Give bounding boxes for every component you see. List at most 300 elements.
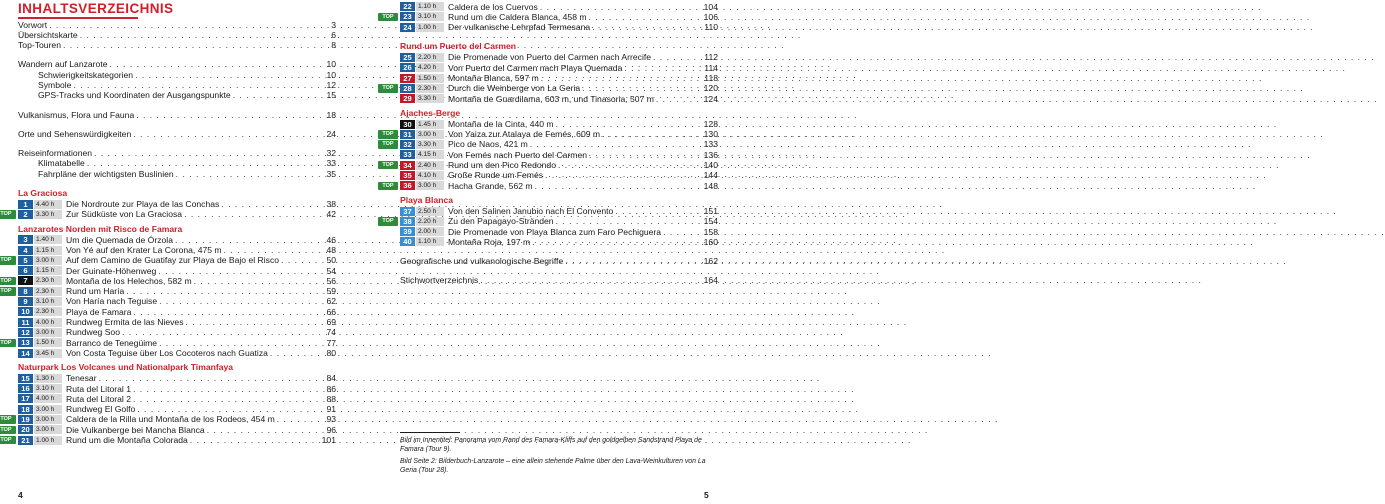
tour-page: 62: [326, 296, 336, 307]
tour-row-1[interactable]: [18, 199, 336, 209]
entry-page: 24: [326, 128, 336, 139]
leader-dots: [194, 276, 325, 286]
tour-page: 144: [703, 170, 718, 181]
leader-dots: [224, 245, 325, 255]
tour-title: Rund um den Pico Redondo: [448, 160, 556, 171]
tour-title: Ruta del Litoral 2: [66, 393, 131, 404]
tour-row-22[interactable]: [382, 2, 718, 12]
section-heading: Ajaches-Berge: [400, 107, 461, 118]
leader-dots: [133, 307, 324, 317]
tour-number-badge: 11: [18, 318, 33, 327]
tour-title: Montaña de los Helechos, 582 m: [66, 275, 192, 286]
leader-dots: [624, 63, 702, 73]
tour-title: Von Costa Teguise über Los Cocoteros nach Guatiza: [66, 347, 268, 358]
entry-label: Orte und Sehenswürdigkeiten: [18, 128, 132, 139]
top-badge: TOP: [378, 84, 398, 93]
toc-subentry[interactable]: [18, 158, 336, 168]
tour-title: Zu den Papagayo-Stränden: [448, 216, 554, 227]
tour-row-8[interactable]: [0, 286, 336, 297]
tour-page: 48: [326, 244, 336, 255]
tour-title: Pico de Naos, 421 m: [448, 139, 528, 150]
tour-row-37[interactable]: [382, 206, 718, 216]
tour-title: Montaña Blanca, 597 m: [448, 72, 539, 83]
tour-page: 80: [326, 347, 336, 358]
entry-page: 15: [326, 90, 336, 101]
entry-page: 10: [326, 69, 336, 80]
tour-duration: 3.00 h: [34, 256, 62, 265]
tour-number-badge: 15: [18, 374, 33, 383]
leader-dots: [589, 150, 702, 160]
tour-number-badge: 5: [18, 256, 33, 265]
top-badge: TOP: [378, 182, 398, 191]
tour-row-34[interactable]: [382, 160, 718, 170]
leader-dots: [592, 22, 702, 32]
tour-number-badge: 23: [400, 12, 415, 21]
leader-dots: [159, 296, 324, 306]
leader-dots: [615, 206, 701, 216]
tour-title: Zur Südküste von La Graciosa: [66, 209, 183, 220]
tour-duration: 1.45 h: [416, 120, 444, 129]
leader-dots: [73, 80, 324, 90]
tour-number-badge: 12: [18, 328, 33, 337]
tour-duration: 3.30 h: [416, 94, 444, 103]
entry-label: Klimatabelle: [38, 158, 85, 169]
tour-title: Von Yaiza zur Atalaya de Femés, 609 m: [448, 129, 601, 140]
tour-row-35[interactable]: [382, 170, 718, 180]
section-heading: Playa Blanca: [400, 194, 454, 205]
entry-label: GPS-Tracks und Koordinaten der Ausgangspunkte: [38, 90, 231, 101]
tour-duration: 1.10 h: [416, 2, 444, 11]
leader-dots: [133, 129, 324, 139]
tour-number-badge: 36: [400, 181, 415, 190]
leader-dots: [159, 338, 324, 348]
tour-duration: 3.10 h: [416, 12, 444, 21]
tour-title: Hacha Grande, 562 m: [448, 180, 533, 191]
tour-title: Rundweg El Golfo: [66, 404, 136, 415]
tour-page: 130: [703, 129, 718, 140]
entry-label: Vulkanismus, Flora und Fauna: [18, 109, 135, 120]
tour-row-31[interactable]: [382, 129, 718, 139]
leader-dots: [530, 139, 702, 149]
tour-number-badge: 17: [18, 394, 33, 403]
tour-number-badge: 10: [18, 307, 33, 316]
leader-dots: [602, 129, 702, 139]
tour-row-6[interactable]: [18, 266, 336, 276]
tour-number-badge: 20: [18, 425, 33, 434]
top-badge: TOP: [0, 256, 16, 265]
tour-title: Playa de Famara: [66, 306, 132, 317]
tour-number-badge: 39: [400, 227, 415, 236]
tour-duration: 3.00 h: [416, 181, 444, 190]
tour-row-27[interactable]: [382, 73, 718, 83]
entry-label: Vorwort: [18, 19, 48, 30]
top-badge: TOP: [0, 277, 16, 286]
tour-duration: 3.10 h: [34, 384, 62, 393]
leader-dots: [63, 40, 329, 50]
tour-title: Der vulkanische Lehrpfad Termesana: [448, 22, 591, 33]
tour-page: 56: [326, 275, 336, 286]
tour-duration: 1.50 h: [416, 74, 444, 83]
tour-duration: 2.30 h: [416, 84, 444, 93]
tour-duration: 1.15 h: [34, 246, 62, 255]
leader-dots: [270, 348, 325, 358]
tour-row-21[interactable]: [0, 435, 336, 445]
leader-dots: [207, 425, 325, 435]
leader-dots: [556, 216, 702, 226]
tour-number-badge: 38: [400, 217, 415, 226]
tour-title: Caldera de los Cuervos: [448, 1, 538, 12]
top-badge: TOP: [378, 140, 398, 149]
tour-row-23[interactable]: [382, 12, 718, 22]
tour-duration: 3.30 h: [416, 140, 444, 149]
tour-number-badge: 3: [18, 235, 33, 244]
tour-page: 77: [326, 337, 336, 348]
entry-page: 18: [326, 109, 336, 120]
tour-title: Tenesar: [66, 373, 97, 384]
tour-title: Rund um die Montaña Colorada: [66, 435, 188, 445]
leader-dots: [126, 286, 324, 296]
top-badge: TOP: [0, 339, 16, 348]
leader-dots: [565, 256, 701, 266]
tour-duration: 3.10 h: [34, 297, 62, 306]
tour-title: Montaña de la Cinta, 440 m: [448, 118, 554, 129]
tour-duration: 4.00 h: [34, 318, 62, 327]
tour-page: 96: [326, 424, 336, 435]
tour-number-badge: 22: [400, 2, 415, 11]
tour-page: 110: [704, 22, 718, 33]
tour-page: 118: [704, 72, 718, 83]
tour-title: Die Nordroute zur Playa de las Conchas: [66, 199, 220, 210]
tour-row-16[interactable]: [18, 384, 336, 394]
tour-row-2[interactable]: [0, 209, 336, 220]
caption-2: Bild Seite 2: Bilderbuch-Lanzarote – eine allein stehende Palme über den Lava-Weinkulturen von La Geria (Tour 28).: [400, 458, 706, 475]
tour-number-badge: 27: [400, 74, 415, 83]
caption-rule: [400, 432, 460, 433]
tour-page: 46: [326, 234, 336, 245]
toc-entry[interactable]: [18, 40, 336, 50]
tour-duration: 3.00 h: [34, 405, 62, 414]
tour-number-badge: 19: [18, 415, 33, 424]
leader-dots: [190, 435, 320, 445]
tour-title: Die Promenade von Puerto del Carmen nach Arrecife: [448, 52, 652, 63]
tour-title: Von Puerto del Carmen nach Playa Quemada: [448, 62, 623, 73]
toc-subentry[interactable]: [18, 80, 336, 90]
tour-duration: 3.00 h: [34, 425, 62, 434]
leader-dots: [221, 199, 324, 209]
tour-duration: 4.40 h: [34, 200, 62, 209]
tour-title: Rund um Haría: [66, 286, 125, 297]
tour-row-28[interactable]: [382, 83, 718, 93]
entry-label: Schwierigkeitskategorien: [38, 69, 134, 80]
tour-number-badge: 26: [400, 63, 415, 72]
leader-dots: [186, 317, 325, 327]
tour-page: 151: [703, 205, 718, 216]
back-matter-list: [382, 256, 718, 286]
tour-number-badge: 28: [400, 84, 415, 93]
tour-number-badge: 13: [18, 338, 33, 347]
tour-row-33[interactable]: [382, 150, 718, 160]
right-top-tours: [382, 2, 718, 33]
tour-row-24[interactable]: [382, 22, 718, 32]
leader-dots: [277, 414, 325, 424]
tour-page: 140: [703, 160, 718, 171]
tour-page: 66: [326, 306, 336, 317]
tour-page: 91: [326, 404, 336, 415]
left-column: [0, 0, 336, 445]
tour-duration: 2.40 h: [416, 161, 444, 170]
tour-page: 84: [326, 373, 336, 384]
tour-row-29[interactable]: [382, 94, 718, 104]
tour-number-badge: 24: [400, 23, 415, 32]
tour-page: 114: [704, 62, 718, 73]
toc-entry[interactable]: [18, 20, 336, 30]
toc-entry-wandern[interactable]: [18, 59, 336, 69]
entry-page: 164: [703, 275, 718, 286]
tour-page: 104: [703, 1, 718, 12]
tour-row-7[interactable]: [0, 275, 336, 286]
leader-dots: [136, 110, 324, 120]
tour-page: 38: [326, 199, 336, 210]
tour-number-badge: 21: [18, 436, 33, 445]
entry-page: 6: [331, 29, 336, 40]
right-tour-sections: [382, 41, 718, 247]
tour-duration: 2.30 h: [34, 276, 62, 285]
tour-row-26[interactable]: [382, 63, 718, 73]
tour-row-39[interactable]: [382, 227, 718, 237]
leader-dots: [133, 384, 324, 394]
tour-duration: 1.00 h: [416, 23, 444, 32]
orte-block: [18, 129, 336, 139]
leader-dots: [122, 327, 324, 337]
entry-page: 3: [331, 19, 336, 30]
tour-number-badge: 25: [400, 53, 415, 62]
tour-page: 59: [326, 286, 336, 297]
entry-label: Symbole: [38, 79, 72, 90]
entry-page: 32: [326, 148, 336, 159]
toc-entry[interactable]: [18, 30, 336, 40]
tour-title: Der Guinate-Höhenweg: [66, 265, 157, 276]
tour-duration: 2.30 h: [34, 287, 62, 296]
tour-row-38[interactable]: [382, 216, 718, 226]
tour-duration: 4.15 h: [416, 150, 444, 159]
tour-page: 158: [703, 226, 718, 237]
leader-dots: [556, 119, 702, 129]
leader-dots: [133, 394, 324, 404]
tour-title: Von den Salinen Janubio nach El Convento: [448, 205, 614, 216]
leader-dots: [532, 237, 701, 247]
tour-number-badge: 6: [18, 266, 33, 275]
leader-dots: [137, 404, 324, 414]
leader-dots: [582, 83, 701, 93]
tour-row-3[interactable]: [18, 235, 336, 245]
tour-page: 124: [703, 93, 718, 104]
tour-title: Große Runde um Femés: [448, 170, 544, 181]
leader-dots: [558, 160, 702, 170]
tour-title: Barranco de Tenegüime: [66, 337, 158, 348]
tour-duration: 3.00 h: [416, 130, 444, 139]
entry-label: Stichwortverzeichnis: [400, 275, 479, 286]
reise-block: [18, 148, 336, 179]
tour-row-36[interactable]: [382, 181, 718, 191]
tour-number-badge: 32: [400, 140, 415, 149]
tour-number-badge: 16: [18, 384, 33, 393]
entry-label: Fahrpläne der wichtigsten Buslinien: [38, 168, 174, 179]
tour-number-badge: 9: [18, 297, 33, 306]
toc-subentry[interactable]: [18, 70, 336, 80]
entry-label: Geografische und vulkanologische Begriffe: [400, 256, 564, 267]
tour-duration: 1.40 h: [34, 235, 62, 244]
tour-number-badge: 7: [18, 276, 33, 285]
tour-page: 112: [704, 52, 718, 63]
entry-label: Übersichtskarte: [18, 29, 78, 40]
leader-dots: [281, 255, 324, 265]
leader-dots: [540, 2, 702, 12]
tour-row-19[interactable]: [0, 414, 336, 425]
tour-duration: 2.20 h: [416, 53, 444, 62]
tour-number-badge: 2: [18, 210, 33, 219]
tour-page: 50: [326, 255, 336, 266]
left-tour-sections: [0, 188, 336, 445]
section-heading: Lanzarotes Norden mit Risco de Famara: [18, 223, 183, 234]
top-badge: TOP: [378, 13, 398, 22]
tour-page: 154: [703, 216, 718, 227]
leader-dots: [480, 275, 701, 285]
tour-row-15[interactable]: [18, 373, 336, 383]
section-heading: La Graciosa: [18, 188, 68, 199]
tour-page: 136: [703, 149, 718, 160]
tour-title: Die Vulkanberge bei Mancha Blanca: [66, 424, 205, 435]
tour-row-13[interactable]: [0, 337, 336, 348]
tour-page: 88: [326, 393, 336, 404]
toc-subentry[interactable]: [18, 90, 336, 100]
tour-title: Montaña de Guardilama, 603 m, und Tinasoria, 507 m: [448, 93, 654, 104]
tour-row-5[interactable]: [0, 255, 336, 266]
wandern-block: [18, 59, 336, 100]
leader-dots: [184, 209, 324, 219]
caption-1: Bild im Innentitel: Panorama vom Rand des Famara-Kliffs auf den goldgelben Sandstrand Playa de Famara (Tour 9).: [400, 436, 702, 453]
page-number-right: 5: [704, 490, 709, 500]
front-matter-list: [18, 20, 336, 51]
top-badge: TOP: [0, 287, 16, 296]
toc-entry-vulkanismus[interactable]: [18, 110, 336, 120]
tour-row-17[interactable]: [18, 394, 336, 404]
tour-duration: 4.20 h: [416, 63, 444, 72]
leader-dots: [541, 73, 703, 83]
tour-title: Von Haría nach Teguise: [66, 296, 158, 307]
tour-row-30[interactable]: [382, 119, 718, 129]
entry-page: 10: [326, 59, 336, 70]
tour-duration: 4.00 h: [34, 394, 62, 403]
top-badge: TOP: [0, 436, 16, 445]
tour-title: Auf dem Camino de Guatifay zur Playa de Bajo el Risco: [66, 255, 280, 266]
tour-duration: 1.50 h: [34, 338, 62, 347]
tour-title: Um die Quemada de Órzola: [66, 234, 173, 245]
top-badge: TOP: [0, 426, 16, 435]
tour-row-20[interactable]: [0, 424, 336, 435]
tour-title: Von Yé auf den Krater La Corona, 475 m: [66, 244, 222, 255]
tour-duration: 4.10 h: [416, 171, 444, 180]
leader-dots: [589, 12, 702, 22]
tour-number-badge: 37: [400, 207, 415, 216]
tour-duration: 2.30 h: [34, 307, 62, 316]
tour-duration: 1.10 h: [416, 237, 444, 246]
leader-dots: [175, 235, 324, 245]
leader-dots: [545, 170, 702, 180]
tour-duration: 1.00 h: [34, 436, 62, 445]
tour-page: 148: [703, 180, 718, 191]
leader-dots: [535, 181, 702, 191]
tour-row-10[interactable]: [18, 307, 336, 317]
toc-entry-back[interactable]: [382, 256, 718, 266]
toc-entry-orte[interactable]: [18, 129, 336, 139]
tour-duration: 2.00 h: [416, 227, 444, 236]
tour-row-9[interactable]: [18, 296, 336, 306]
tour-title: Ruta del Litoral 1: [66, 383, 131, 394]
captions-block: [400, 432, 718, 476]
tour-duration: 2.20 h: [416, 217, 444, 226]
tour-page: 69: [326, 317, 336, 328]
leader-dots: [176, 169, 325, 179]
tour-row-40[interactable]: [382, 237, 718, 247]
toc-entry-back[interactable]: [382, 275, 718, 285]
tour-duration: 3.30 h: [34, 210, 62, 219]
tour-page: 86: [326, 383, 336, 394]
vulkanismus-block: [18, 110, 336, 120]
tour-row-11[interactable]: [18, 317, 336, 327]
title-underline: [18, 17, 138, 19]
leader-dots: [653, 52, 702, 62]
leader-dots: [87, 158, 325, 168]
tour-number-badge: 35: [400, 171, 415, 180]
leader-dots: [110, 59, 325, 69]
tour-page: 101: [321, 435, 336, 445]
tour-title: Von Femés nach Puerto del Carmen: [448, 149, 588, 160]
tour-number-badge: 40: [400, 237, 415, 246]
toc-entry-reise[interactable]: [18, 148, 336, 158]
leader-dots: [94, 148, 324, 158]
tour-row-14[interactable]: [18, 348, 336, 358]
leader-dots: [80, 30, 330, 40]
tour-duration: 3.00 h: [34, 415, 62, 424]
tour-row-32[interactable]: [382, 139, 718, 149]
tour-row-12[interactable]: [18, 327, 336, 337]
tour-row-4[interactable]: [18, 245, 336, 255]
tour-number-badge: 18: [18, 405, 33, 414]
tour-page: 93: [326, 414, 336, 425]
toc-subentry[interactable]: [18, 169, 336, 179]
leader-dots: [135, 70, 324, 80]
entry-page: 35: [326, 168, 336, 179]
entry-page: 33: [326, 158, 336, 169]
top-badge: TOP: [378, 161, 398, 170]
tour-page: 42: [326, 209, 336, 220]
tour-row-18[interactable]: [18, 404, 336, 414]
page-number-left: 4: [18, 490, 23, 500]
entry-label: Top-Touren: [18, 40, 61, 51]
leader-dots: [158, 266, 324, 276]
leader-dots: [663, 227, 702, 237]
tour-row-25[interactable]: [382, 52, 718, 62]
tour-title: Rund um die Caldera Blanca, 458 m: [448, 11, 587, 22]
entry-page: 8: [331, 40, 336, 51]
tour-title: Rundweg Soo: [66, 327, 120, 338]
tour-title: Rundweg Ermita de las Nieves: [66, 317, 184, 328]
tour-number-badge: 30: [400, 120, 415, 129]
tour-title: Die Promenade von Playa Blanca zum Faro Pechiguera: [448, 226, 662, 237]
entry-page: 162: [703, 256, 718, 267]
tour-number-badge: 1: [18, 200, 33, 209]
leader-dots: [99, 373, 325, 383]
